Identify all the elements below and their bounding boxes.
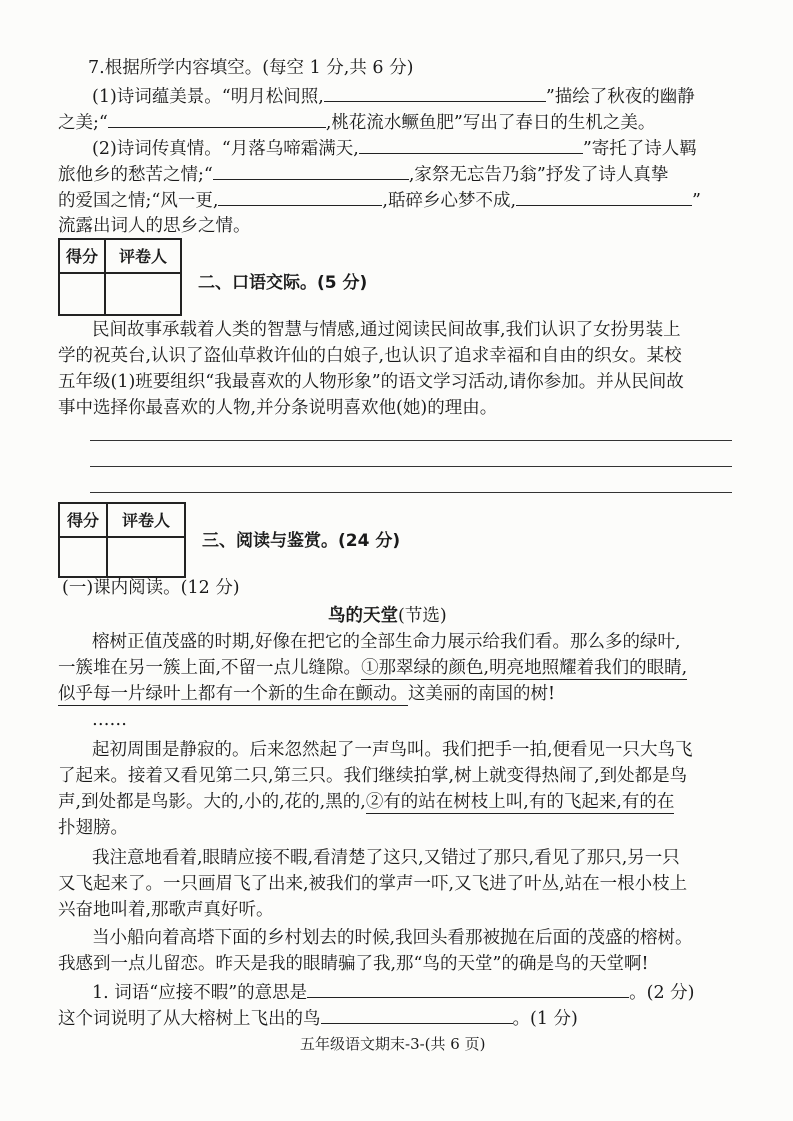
passage-line-11: 当小船向着高塔下面的乡村划去的时候,我回头看那被抛在后面的茂盛的榕树。	[92, 928, 693, 948]
passage-line-8: 我注意地看着,眼睛应接不暇,看清楚了这只,又错过了那只,看见了那只,另一只	[92, 848, 680, 868]
score-label: 得分	[60, 504, 108, 538]
passage-ellipsis: ……	[92, 710, 127, 730]
sec2-line-2: 学的祝英台,认识了盗仙草救许仙的白娘子,也认识了追求幸福和自由的织女。某校	[58, 346, 682, 366]
q7-text: 之美;“	[58, 113, 108, 133]
passage-line-4: 起初周围是静寂的。后来忽然起了一声鸟叫。我们把手一拍,便看见一只大鸟飞	[92, 740, 693, 760]
question-1-line-2	[58, 1006, 578, 1031]
question-text: 这个词说明了从大榕树上飞出的鸟	[58, 1009, 321, 1029]
score-label: 得分	[60, 240, 106, 274]
q7-text: 的爱国之情;“风一更,	[58, 191, 219, 211]
grader-label: 评卷人	[106, 240, 180, 274]
passage-title-text: 鸟的天堂	[328, 606, 398, 626]
passage-line-3	[58, 682, 555, 706]
passage-line-5: 了起来。接着又看见第二只,第三只。我们继续拍掌,树上就变得热闹了,到处都是鸟	[58, 766, 688, 786]
answer-blank[interactable]	[213, 162, 409, 180]
score-cell[interactable]	[60, 274, 106, 314]
sec3-subheading: (一)课内阅读。(12 分)	[62, 578, 240, 598]
q7-text: ,家祭无忘告乃翁”抒发了诗人真挚	[408, 165, 669, 185]
score-cell[interactable]	[60, 538, 108, 576]
grader-label: 评卷人	[108, 504, 184, 538]
answer-blank[interactable]	[516, 188, 692, 206]
q7-text: ”描绘了秋夜的幽静	[545, 87, 695, 107]
q7-text: (2)诗词传真情。“月落乌啼霜满天,	[92, 139, 359, 159]
page-footer: 五年级语文期末-3-(共 6 页)	[300, 1035, 486, 1053]
underlined-sentence-1: 似乎每一片绿叶上都有一个新的生命在颤动。	[58, 684, 408, 704]
q7-heading: 7.根据所学内容填空。(每空 1 分,共 6 分)	[88, 58, 414, 78]
passage-line-6	[58, 790, 674, 814]
passage-title	[328, 604, 447, 628]
passage-text: 声,到处都是鸟影。大的,小的,花的,黑的,	[58, 792, 366, 812]
question-text: 。(1 分)	[512, 1009, 578, 1029]
grader-cell[interactable]	[106, 274, 180, 314]
q7-line-4	[58, 162, 668, 187]
section-3-title: 三、阅读与鉴赏。(24 分)	[202, 531, 401, 551]
passage-line-12: 我感到一点儿留恋。昨天是我的眼睛骗了我,那“鸟的天堂”的确是鸟的天堂啊!	[58, 954, 649, 974]
answer-blank[interactable]	[218, 188, 382, 206]
passage-text: 一簇堆在另一簇上面,不留一点儿缝隙。	[58, 658, 362, 678]
passage-line-9: 又飞起来了。一只画眉飞了出来,被我们的掌声一吓,又飞进了叶丛,站在一根小枝上	[58, 874, 688, 894]
q7-line-3	[92, 136, 697, 161]
passage-line-7: 扑翅膀。	[58, 818, 128, 838]
underlined-sentence-2: ②有的站在树枝上叫,有的飞起来,有的在	[365, 792, 675, 812]
sec2-line-3: 五年级(1)班要组织“我最喜欢的人物形象”的语文学习活动,请你参加。并从民间故	[58, 372, 684, 392]
q7-text: ”寄托了诗人羁	[582, 139, 697, 159]
q7-line-5	[58, 188, 701, 213]
sec2-line-1: 民间故事承载着人类的智慧与情感,通过阅读民间故事,我们认识了女扮男装上	[92, 320, 681, 340]
q7-text: ,桃花流水鳜鱼肥”写出了春日的生机之美。	[325, 113, 656, 133]
answer-blank[interactable]	[324, 84, 546, 102]
passage-text: 这美丽的南国的树!	[408, 684, 556, 704]
answer-blank[interactable]	[307, 980, 629, 998]
answer-blank[interactable]	[321, 1006, 513, 1024]
passage-title-note: (节选)	[398, 606, 447, 626]
passage-line-10: 兴奋地叫着,那歌声真好听。	[58, 900, 274, 920]
section-2-title: 二、口语交际。(5 分)	[198, 273, 368, 293]
answer-line[interactable]	[90, 466, 732, 467]
q7-text: 旅他乡的愁苦之情;“	[58, 165, 213, 185]
question-1-line-1	[92, 980, 695, 1005]
passage-line-2	[58, 656, 687, 680]
score-box-sec2	[58, 238, 182, 316]
question-text: 1. 词语“应接不暇”的意思是	[92, 983, 308, 1003]
grader-cell[interactable]	[108, 538, 184, 576]
answer-line[interactable]	[90, 492, 732, 493]
q7-text: ”	[692, 191, 701, 211]
underlined-sentence-1: ①那翠绿的颜色,明亮地照耀着我们的眼睛,	[361, 658, 688, 678]
question-text: 。(2 分)	[629, 983, 695, 1003]
q7-text: ,聒碎乡心梦不成,	[382, 191, 517, 211]
answer-blank[interactable]	[108, 110, 326, 128]
score-box-sec3	[58, 502, 186, 578]
answer-line[interactable]	[90, 440, 732, 441]
q7-line-2	[58, 110, 655, 135]
passage-line-1: 榕树正值茂盛的时期,好像在把它的全部生命力展示给我们看。那么多的绿叶,	[92, 632, 681, 652]
sec2-line-4: 事中选择你最喜欢的人物,并分条说明喜欢他(她)的理由。	[58, 398, 498, 418]
q7-text: (1)诗词蕴美景。“明月松间照,	[92, 87, 324, 107]
answer-blank[interactable]	[359, 136, 583, 154]
q7-line-1	[92, 84, 695, 109]
q7-line-6: 流露出词人的思乡之情。	[58, 216, 251, 236]
